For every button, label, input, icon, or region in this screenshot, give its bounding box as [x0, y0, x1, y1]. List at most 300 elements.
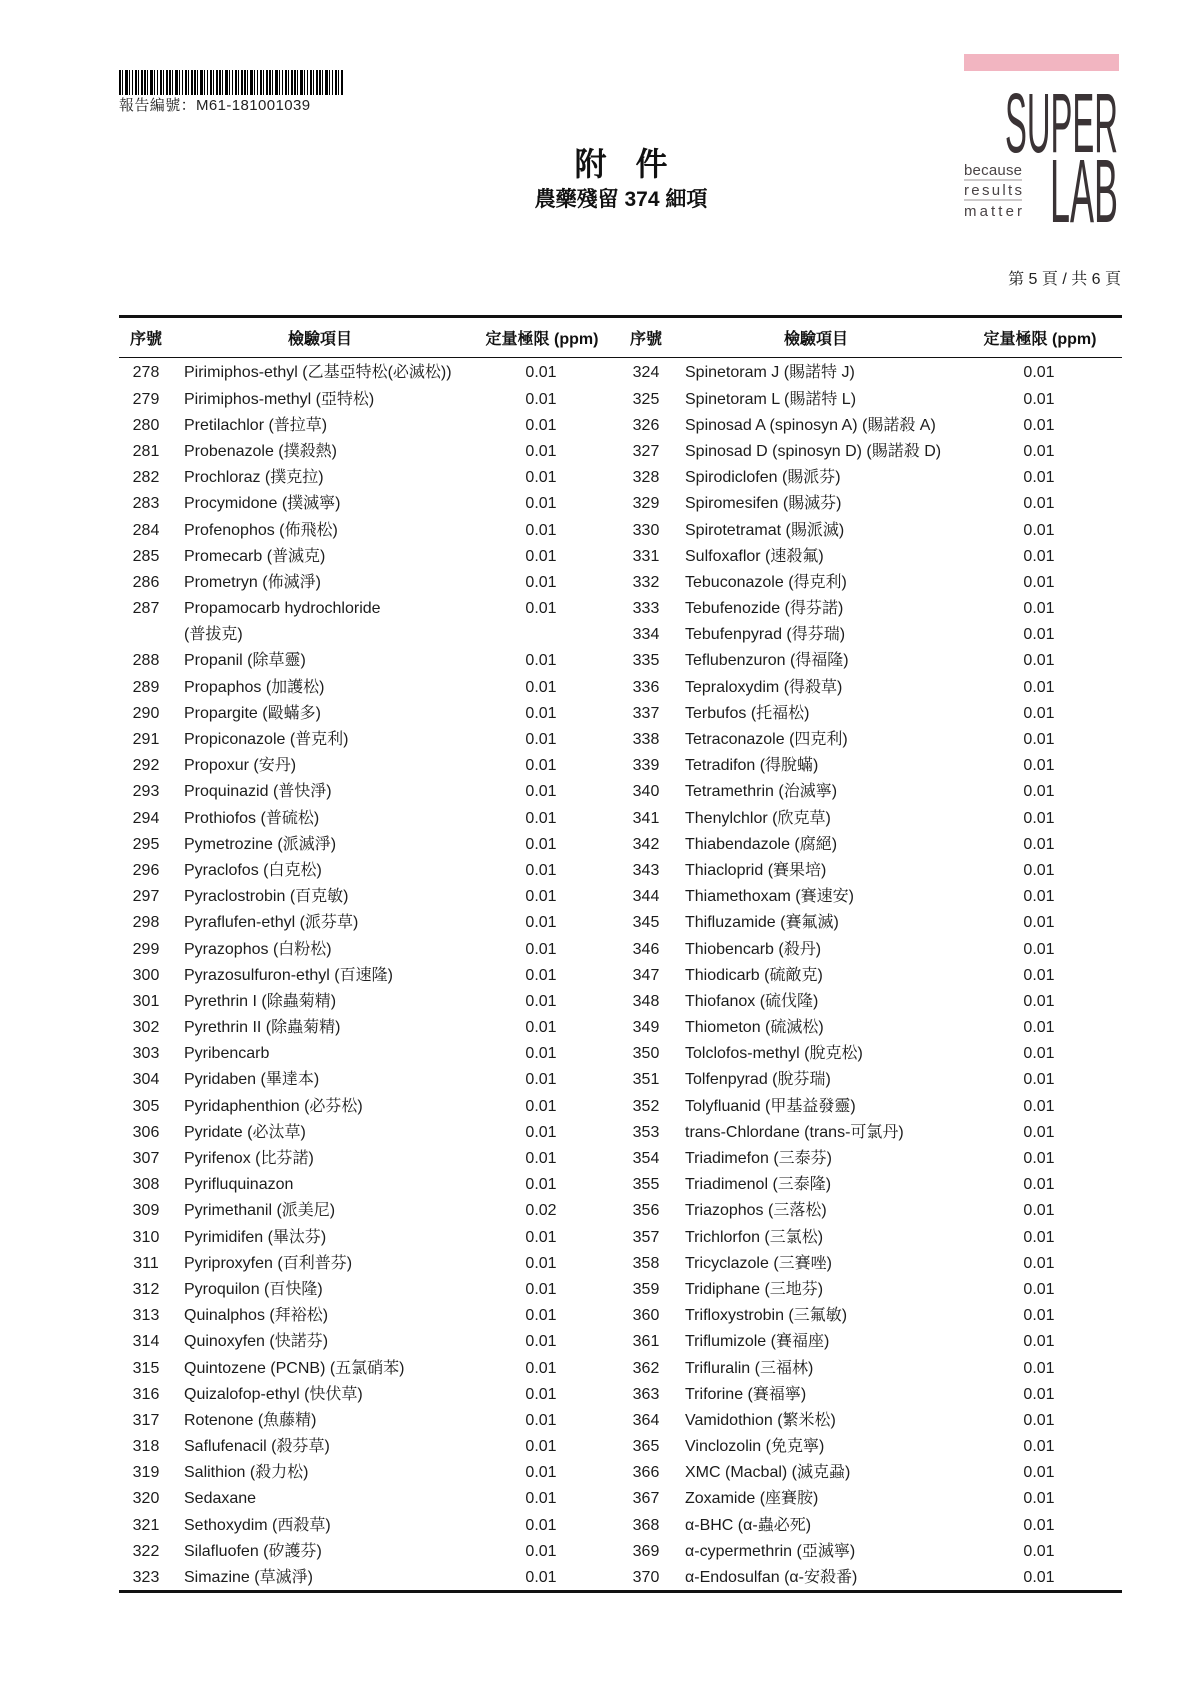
quantitation-limit-cell: 0.01	[525, 521, 557, 539]
serial-number-cell: 355	[632, 1176, 660, 1194]
serial-number-cell: 327	[632, 442, 660, 460]
quantitation-limit-cell: 0.01	[1023, 1228, 1055, 1246]
quantitation-limit-cell: 0.01	[525, 914, 557, 932]
table-row	[119, 1460, 599, 1486]
table-row	[119, 1565, 599, 1591]
quantitation-limit-cell: 0.01	[525, 1307, 557, 1325]
test-item-cell: Thiometon (硫滅松)	[685, 1019, 824, 1037]
table-row	[600, 1486, 1122, 1512]
table-row	[119, 701, 599, 727]
test-item-cell: α-cypermethrin (亞滅寧)	[685, 1542, 856, 1560]
test-item-cell: Tebufenpyrad (得芬瑞)	[685, 626, 846, 644]
quantitation-limit-cell: 0.01	[1023, 1516, 1055, 1534]
test-item-cell: Prothiofos (普硫松)	[184, 809, 320, 827]
serial-number-cell: 305	[132, 1097, 160, 1115]
test-item-cell: Thiobencarb (殺丹)	[685, 940, 822, 958]
table-row	[119, 544, 599, 570]
serial-number-cell: 363	[632, 1385, 660, 1403]
serial-number-cell: 316	[132, 1385, 160, 1403]
serial-number-cell: 278	[132, 364, 160, 382]
table-row	[119, 1067, 599, 1093]
table-row	[119, 832, 599, 858]
quantitation-limit-cell: 0.01	[525, 888, 557, 906]
test-item-cell: Terbufos (托福松)	[685, 704, 810, 722]
test-item-cell: Pyraclofos (白克松)	[184, 861, 322, 879]
quantitation-limit-cell: 0.01	[525, 1542, 557, 1560]
quantitation-limit-cell: 0.01	[525, 1228, 557, 1246]
serial-number-cell: 279	[132, 390, 160, 408]
test-item-cell: Tebufenozide (得芬諾)	[685, 600, 844, 618]
table-row	[119, 1094, 599, 1120]
quantitation-limit-cell: 0.01	[1023, 861, 1055, 879]
table-row	[600, 413, 1122, 439]
test-item-cell: XMC (Macbal) (滅克蝨)	[685, 1464, 851, 1482]
test-item-cell: Simazine (草滅淨)	[184, 1569, 313, 1587]
table-row	[119, 1146, 599, 1172]
quantitation-limit-cell: 0.01	[1023, 731, 1055, 749]
test-item-cell: Quinalphos (拜裕松)	[184, 1307, 329, 1325]
quantitation-limit-cell: 0.01	[525, 940, 557, 958]
quantitation-limit-cell: 0.01	[525, 757, 557, 775]
table-row	[600, 753, 1122, 779]
test-item-cell: Quinoxyfen (快諾芬)	[184, 1333, 329, 1351]
serial-number-cell: 339	[632, 757, 660, 775]
quantitation-limit-cell: 0.01	[1023, 1385, 1055, 1403]
serial-number-cell: 333	[632, 600, 660, 618]
table-row	[600, 1198, 1122, 1224]
table-row	[600, 1094, 1122, 1120]
test-item-cell: Tolyfluanid (甲基益發靈)	[685, 1097, 856, 1115]
serial-number-cell: 365	[632, 1438, 660, 1456]
table-row	[600, 832, 1122, 858]
quantitation-limit-cell: 0.01	[525, 1490, 557, 1508]
quantitation-limit-cell: 0.01	[525, 1385, 557, 1403]
quantitation-limit-cell: 0.01	[525, 809, 557, 827]
quantitation-limit-cell: 0.01	[1023, 678, 1055, 696]
quantitation-limit-cell: 0.01	[525, 1516, 557, 1534]
test-item-cell: Pyroquilon (百快隆)	[184, 1280, 323, 1298]
table-row	[119, 413, 599, 439]
serial-number-cell: 296	[132, 861, 160, 879]
test-item-cell: Pyridaphenthion (必芬松)	[184, 1097, 363, 1115]
logo-word-lab: LAB	[1050, 139, 1118, 230]
table-row	[600, 648, 1122, 674]
quantitation-limit-cell: 0.01	[525, 1438, 557, 1456]
test-item-cell: α-Endosulfan (α-安殺番)	[685, 1569, 858, 1587]
quantitation-limit-cell: 0.01	[525, 1359, 557, 1377]
table-row	[119, 806, 599, 832]
table-row	[600, 1382, 1122, 1408]
test-item-cell: Propaphos (加護松)	[184, 678, 325, 696]
table-row	[600, 544, 1122, 570]
test-item-cell: Tetramethrin (治滅寧)	[685, 783, 838, 801]
serial-number-cell: 306	[132, 1123, 160, 1141]
test-item-cell: Pyraclostrobin (百克敏)	[184, 888, 349, 906]
quantitation-limit-cell: 0.01	[525, 1254, 557, 1272]
table-row	[600, 779, 1122, 805]
serial-number-cell: 291	[132, 731, 160, 749]
quantitation-limit-cell: 0.01	[1023, 940, 1055, 958]
serial-number-cell: 280	[132, 416, 160, 434]
serial-number-cell: 356	[632, 1202, 660, 1220]
table-row	[119, 1225, 599, 1251]
quantitation-limit-cell: 0.01	[1023, 1123, 1055, 1141]
table-row	[119, 360, 599, 386]
test-item-cell: Tebuconazole (得克利)	[685, 573, 847, 591]
test-item-cell: Prochloraz (撲克拉)	[184, 469, 324, 487]
test-item-cell: Pyrifenox (比芬諾)	[184, 1150, 314, 1168]
test-item-cell: Spinosad A (spinosyn A) (賜諾殺 A)	[685, 416, 936, 434]
table-row	[119, 570, 599, 596]
quantitation-limit-cell: 0.01	[1023, 1280, 1055, 1298]
serial-number-cell: 298	[132, 914, 160, 932]
serial-number-cell: 320	[132, 1490, 160, 1508]
quantitation-limit-cell: 0.01	[1023, 652, 1055, 670]
test-item-cell: Spinetoram L (賜諾特 L)	[685, 390, 857, 408]
test-item-cell: Tridiphane (三地芬)	[685, 1280, 824, 1298]
table-top-rule	[119, 315, 1122, 318]
quantitation-limit-cell: 0.01	[1023, 1411, 1055, 1429]
test-item-cell: Thiofanox (硫伐隆)	[685, 992, 819, 1010]
table-row	[119, 1356, 599, 1382]
quantitation-limit-cell: 0.01	[1023, 1307, 1055, 1325]
test-item-cell: Sethoxydim (西殺草)	[184, 1516, 331, 1534]
table-row	[600, 727, 1122, 753]
serial-number-cell: 357	[632, 1228, 660, 1246]
serial-number-cell: 299	[132, 940, 160, 958]
test-item-cell: Spiromesifen (賜滅芬)	[685, 495, 842, 513]
test-item-cell: Thiabendazole (腐絕)	[685, 835, 838, 853]
quantitation-limit-cell: 0.01	[525, 992, 557, 1010]
barcode-icon	[119, 70, 344, 95]
quantitation-limit-cell: 0.01	[525, 1569, 557, 1587]
table-row	[600, 1146, 1122, 1172]
test-item-cell: Spirodiclofen (賜派芬)	[685, 469, 841, 487]
quantitation-limit-cell: 0.01	[1023, 757, 1055, 775]
serial-number-cell: 353	[632, 1123, 660, 1141]
serial-number-cell: 352	[632, 1097, 660, 1115]
table-row	[600, 439, 1122, 465]
table-row	[600, 910, 1122, 936]
quantitation-limit-cell: 0.01	[1023, 442, 1055, 460]
quantitation-limit-cell: 0.01	[1023, 1438, 1055, 1456]
serial-number-cell: 303	[132, 1045, 160, 1063]
serial-number-cell: 318	[132, 1438, 160, 1456]
quantitation-limit-cell: 0.01	[1023, 1150, 1055, 1168]
serial-number-cell: 346	[632, 940, 660, 958]
serial-number-cell: 369	[632, 1542, 660, 1560]
table-row	[600, 1067, 1122, 1093]
report-number: 報告編號：M61-181001039	[119, 97, 311, 114]
serial-number-cell: 325	[632, 390, 660, 408]
test-item-cell: Pyrazosulfuron-ethyl (百速隆)	[184, 966, 393, 984]
table-row	[119, 989, 599, 1015]
serial-number-cell: 351	[632, 1071, 660, 1089]
table-row	[119, 1434, 599, 1460]
logo-tagline-because: because	[964, 162, 1022, 179]
serial-number-cell: 330	[632, 521, 660, 539]
serial-number-cell: 358	[632, 1254, 660, 1272]
table-row	[119, 1277, 599, 1303]
test-item-cell: Pretilachlor (普拉草)	[184, 416, 328, 434]
table-row	[119, 1329, 599, 1355]
test-item-cell: Propiconazole (普克利)	[184, 731, 349, 749]
table-row	[600, 701, 1122, 727]
test-item-cell: Pyrazophos (白粉松)	[184, 940, 332, 958]
test-item-cell: Vinclozolin (免克寧)	[685, 1438, 825, 1456]
serial-number-cell: 297	[132, 888, 160, 906]
table-row	[119, 753, 599, 779]
test-item-cell: Vamidothion (繁米松)	[685, 1411, 836, 1429]
table-row	[600, 989, 1122, 1015]
serial-number-cell: 329	[632, 495, 660, 513]
quantitation-limit-cell: 0.01	[1023, 809, 1055, 827]
serial-number-cell: 364	[632, 1411, 660, 1429]
serial-number-cell: 354	[632, 1150, 660, 1168]
quantitation-limit-cell: 0.01	[1023, 1097, 1055, 1115]
test-item-cell: Tolfenpyrad (脫芬瑞)	[685, 1071, 831, 1089]
quantitation-limit-cell: 0.01	[1023, 914, 1055, 932]
table-row	[119, 1172, 599, 1198]
table-row	[600, 518, 1122, 544]
quantitation-limit-cell: 0.01	[525, 1123, 557, 1141]
quantitation-limit-cell: 0.01	[1023, 835, 1055, 853]
serial-number-cell: 300	[132, 966, 160, 984]
serial-number-cell: 286	[132, 573, 160, 591]
serial-number-cell: 321	[132, 1516, 160, 1534]
serial-number-cell: 360	[632, 1307, 660, 1325]
serial-number-cell: 312	[132, 1280, 160, 1298]
test-item-cell: Pirimiphos-methyl (亞特松)	[184, 390, 375, 408]
table-row	[600, 1303, 1122, 1329]
quantitation-limit-cell: 0.01	[1023, 1333, 1055, 1351]
table-row	[119, 1408, 599, 1434]
test-item-cell: Pirimiphos-ethyl (乙基亞特松(必滅松))	[184, 364, 452, 382]
test-item-cell: Spirotetramat (賜派滅)	[685, 521, 845, 539]
serial-number-cell: 362	[632, 1359, 660, 1377]
table-row	[119, 491, 599, 517]
page-subtitle: 農藥殘留 374 細項	[534, 188, 708, 211]
test-item-cell: Triadimefon (三泰芬)	[685, 1150, 832, 1168]
serial-number-cell: 319	[132, 1464, 160, 1482]
logo-word-super: SUPER	[1005, 77, 1118, 171]
column-header-limit: 定量極限 (ppm)	[983, 331, 1097, 348]
quantitation-limit-cell: 0.01	[1023, 626, 1055, 644]
serial-number-cell: 315	[132, 1359, 160, 1377]
test-item-cell: trans-Chlordane (trans-可氯丹)	[685, 1123, 904, 1141]
quantitation-limit-cell: 0.01	[1023, 1019, 1055, 1037]
logo-tagline-results: results	[964, 182, 1022, 199]
table-row	[600, 1015, 1122, 1041]
table-row	[119, 465, 599, 491]
serial-number-cell: 349	[632, 1019, 660, 1037]
quantitation-limit-cell: 0.01	[1023, 600, 1055, 618]
test-item-cell: Thiamethoxam (賽速安)	[685, 888, 854, 906]
serial-number-cell: 302	[132, 1019, 160, 1037]
test-item-cell: Rotenone (魚藤精)	[184, 1411, 317, 1429]
serial-number-cell: 313	[132, 1307, 160, 1325]
quantitation-limit-cell: 0.01	[1023, 704, 1055, 722]
test-item-cell-continued: (普拔克)	[184, 626, 243, 644]
serial-number-cell: 322	[132, 1542, 160, 1560]
serial-number-cell: 309	[132, 1202, 160, 1220]
test-item-cell: Pyraflufen-ethyl (派芬草)	[184, 914, 359, 932]
quantitation-limit-cell: 0.01	[1023, 966, 1055, 984]
table-row	[119, 1015, 599, 1041]
table-row	[600, 360, 1122, 386]
test-item-cell: Pyribencarb	[184, 1045, 270, 1063]
table-row	[119, 518, 599, 544]
quantitation-limit-cell: 0.01	[525, 1150, 557, 1168]
serial-number-cell: 359	[632, 1280, 660, 1298]
table-row	[119, 1251, 599, 1277]
quantitation-limit-cell: 0.01	[525, 861, 557, 879]
test-item-cell: Triflumizole (賽福座)	[685, 1333, 830, 1351]
quantitation-limit-cell: 0.01	[525, 1411, 557, 1429]
quantitation-limit-cell: 0.01	[525, 547, 557, 565]
serial-number-cell: 338	[632, 731, 660, 749]
table-row	[600, 937, 1122, 963]
table-row	[600, 1434, 1122, 1460]
serial-number-cell: 307	[132, 1150, 160, 1168]
quantitation-limit-cell: 0.01	[1023, 495, 1055, 513]
test-item-cell: Profenophos (佈飛松)	[184, 521, 338, 539]
quantitation-limit-cell: 0.01	[525, 1176, 557, 1194]
serial-number-cell: 332	[632, 573, 660, 591]
quantitation-limit-cell: 0.01	[1023, 1359, 1055, 1377]
test-item-cell: Promecarb (普滅克)	[184, 547, 326, 565]
quantitation-limit-cell: 0.01	[525, 416, 557, 434]
column-header-test-item: 檢驗項目	[783, 331, 848, 348]
table-row	[119, 884, 599, 910]
quantitation-limit-cell: 0.01	[525, 442, 557, 460]
quantitation-limit-cell: 0.01	[1023, 1071, 1055, 1089]
serial-number-cell: 323	[132, 1569, 160, 1587]
test-item-cell: Propanil (除草靈)	[184, 652, 306, 670]
quantitation-limit-cell: 0.01	[525, 1464, 557, 1482]
table-row	[119, 910, 599, 936]
table-row	[600, 1513, 1122, 1539]
test-item-cell: Sedaxane	[184, 1490, 257, 1508]
serial-number-cell: 344	[632, 888, 660, 906]
quantitation-limit-cell: 0.01	[1023, 992, 1055, 1010]
test-item-cell: Silafluofen (矽護芬)	[184, 1542, 322, 1560]
test-item-cell: Tolclofos-methyl (脫克松)	[685, 1045, 863, 1063]
test-item-cell: Propoxur (安丹)	[184, 757, 297, 775]
test-item-cell: Sulfoxaflor (速殺氟)	[685, 547, 824, 565]
table-row	[119, 727, 599, 753]
test-item-cell: Probenazole (撲殺熱)	[184, 442, 337, 460]
column-header-test-item: 檢驗項目	[287, 331, 352, 348]
quantitation-limit-cell: 0.01	[1023, 783, 1055, 801]
serial-number-cell: 337	[632, 704, 660, 722]
test-item-cell: Teflubenzuron (得福隆)	[685, 652, 849, 670]
serial-number-cell: 308	[132, 1176, 160, 1194]
quantitation-limit-cell: 0.01	[525, 1019, 557, 1037]
quantitation-limit-cell: 0.01	[525, 704, 557, 722]
table-row	[600, 1329, 1122, 1355]
quantitation-limit-cell: 0.01	[525, 495, 557, 513]
test-item-cell: Thiodicarb (硫敵克)	[685, 966, 823, 984]
test-item-cell: Pyrethrin II (除蟲菊精)	[184, 1019, 341, 1037]
quantitation-limit-cell: 0.01	[525, 1097, 557, 1115]
table-row	[600, 1277, 1122, 1303]
table-row	[119, 1539, 599, 1565]
quantitation-limit-cell: 0.01	[1023, 1045, 1055, 1063]
quantitation-limit-cell: 0.01	[525, 1333, 557, 1351]
serial-number-cell: 334	[632, 626, 660, 644]
test-item-cell: Spinosad D (spinosyn D) (賜諾殺 D)	[685, 442, 942, 460]
serial-number-cell: 311	[133, 1254, 159, 1272]
serial-number-cell: 304	[132, 1071, 160, 1089]
serial-number-cell: 341	[632, 809, 660, 827]
test-item-cell: Saflufenacil (殺芬草)	[184, 1438, 330, 1456]
table-row	[600, 1408, 1122, 1434]
quantitation-limit-cell: 0.01	[1023, 1254, 1055, 1272]
quantitation-limit-cell: 0.01	[1023, 1569, 1055, 1587]
table-row	[600, 1120, 1122, 1146]
serial-number-cell: 284	[132, 521, 160, 539]
serial-number-cell: 326	[632, 416, 660, 434]
serial-number-cell: 335	[632, 652, 660, 670]
serial-number-cell: 345	[632, 914, 660, 932]
column-header-limit: 定量極限 (ppm)	[485, 331, 599, 348]
table-row	[119, 1513, 599, 1539]
quantitation-limit-cell: 0.01	[1023, 521, 1055, 539]
table-row	[119, 779, 599, 805]
serial-number-cell: 301	[132, 992, 160, 1010]
test-item-cell: Triazophos (三落松)	[685, 1202, 827, 1220]
quantitation-limit-cell: 0.01	[525, 731, 557, 749]
quantitation-limit-cell: 0.01	[1023, 573, 1055, 591]
table-row	[600, 1460, 1122, 1486]
table-row	[600, 1225, 1122, 1251]
serial-number-cell: 368	[632, 1516, 660, 1534]
table-row	[119, 596, 599, 648]
test-item-cell: Pymetrozine (派滅淨)	[184, 835, 337, 853]
serial-number-cell: 285	[132, 547, 160, 565]
test-item-cell: Zoxamide (座賽胺)	[685, 1490, 819, 1508]
super-lab-logo	[960, 50, 1122, 230]
test-item-cell: Tepraloxydim (得殺草)	[685, 678, 843, 696]
test-item-cell: Proquinazid (普快淨)	[184, 783, 332, 801]
quantitation-limit-cell: 0.01	[525, 966, 557, 984]
serial-number-cell: 281	[132, 442, 160, 460]
table-row	[119, 1120, 599, 1146]
table-row	[600, 1251, 1122, 1277]
quantitation-limit-cell: 0.01	[525, 783, 557, 801]
serial-number-cell: 370	[632, 1569, 660, 1587]
test-item-cell: Salithion (殺力松)	[184, 1464, 309, 1482]
table-row	[119, 1041, 599, 1067]
table-row	[600, 465, 1122, 491]
serial-number-cell: 293	[132, 783, 160, 801]
quantitation-limit-cell: 0.01	[525, 390, 557, 408]
serial-number-cell: 324	[632, 364, 660, 382]
test-item-cell: Pyrifluquinazon	[184, 1176, 294, 1194]
quantitation-limit-cell: 0.01	[525, 652, 557, 670]
quantitation-limit-cell: 0.01	[1023, 469, 1055, 487]
serial-number-cell: 367	[632, 1490, 660, 1508]
table-row	[600, 1565, 1122, 1591]
column-header-serial: 序號	[129, 331, 162, 348]
table-row	[119, 1486, 599, 1512]
serial-number-cell: 328	[632, 469, 660, 487]
serial-number-cell: 282	[132, 469, 160, 487]
quantitation-limit-cell: 0.01	[525, 678, 557, 696]
table-row	[600, 622, 1122, 648]
test-item-cell: Pyrethrin I (除蟲菊精)	[184, 992, 337, 1010]
